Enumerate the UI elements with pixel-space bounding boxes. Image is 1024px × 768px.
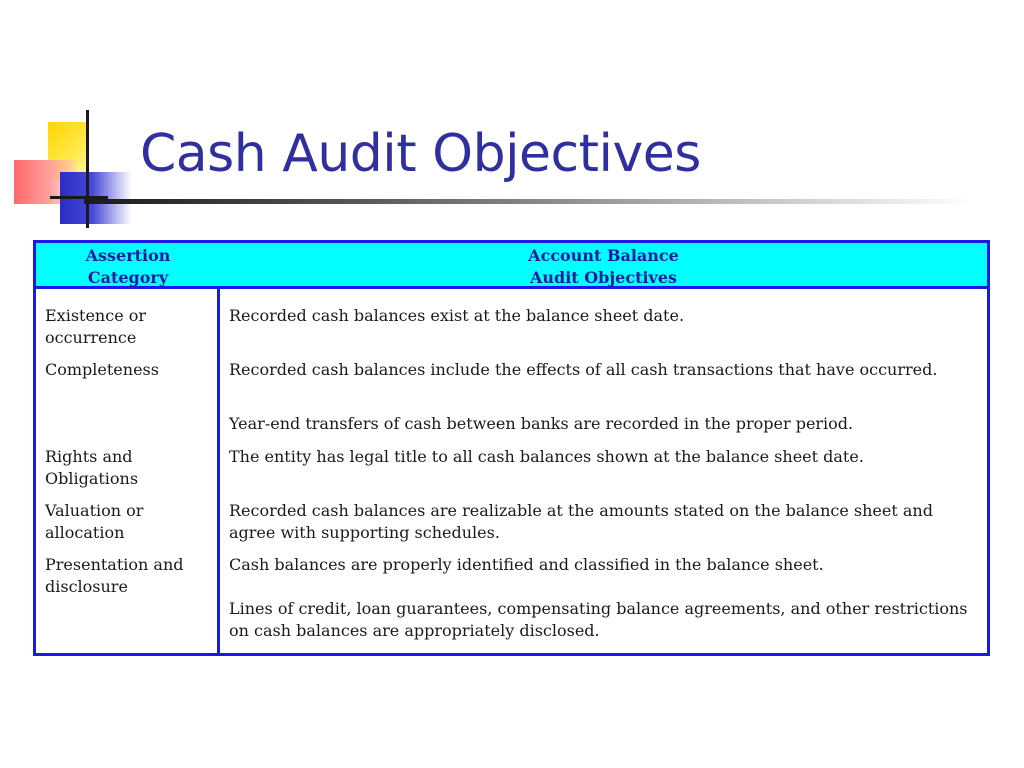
category-cell: Presentation and disclosure — [45, 555, 184, 596]
category-cell: Rights and Obligations — [45, 447, 139, 488]
header-objectives-line2: Audit Objectives — [529, 268, 678, 287]
table-header-row — [36, 243, 987, 289]
objective-cell: Lines of credit, loan guarantees, compensating balance agreements, and other restrictions on cash balances are appropriately disclosed. — [229, 599, 968, 640]
logo-vertical-line — [86, 110, 89, 228]
objective-cell: The entity has legal title to all cash balances shown at the balance sheet date. — [229, 447, 864, 466]
header-assertion-line1: Assertion — [85, 246, 171, 265]
header-objectives-line1: Account Balance — [528, 246, 679, 265]
objective-cell: Recorded cash balances exist at the balance sheet date. — [229, 306, 685, 325]
table-body — [36, 289, 987, 653]
objective-cell: Recorded cash balances include the effects of all cash transactions that have occurred. — [229, 360, 938, 379]
assertion-category-column — [36, 289, 220, 653]
objective-cell: Cash balances are properly identified and classified in the balance sheet. — [229, 555, 824, 574]
category-cell: Valuation or allocation — [45, 501, 144, 542]
category-cell: Existence or occurrence — [45, 306, 147, 347]
audit-objectives-column — [220, 289, 987, 653]
slide-logo-graphic — [0, 0, 150, 240]
header-assertion-line2: Category — [87, 268, 169, 287]
objective-cell: Recorded cash balances are realizable at the amounts stated on the balance sheet and agree with supporting schedules. — [229, 501, 933, 542]
slide-title: Cash Audit Objectives — [140, 124, 701, 184]
header-assertion-category — [36, 243, 220, 286]
header-audit-objectives — [220, 243, 987, 286]
title-underline — [84, 199, 974, 204]
category-cell: Completeness — [45, 360, 159, 379]
objective-cell: Year-end transfers of cash between banks are recorded in the proper period. — [229, 414, 854, 433]
audit-objectives-table — [33, 240, 990, 656]
